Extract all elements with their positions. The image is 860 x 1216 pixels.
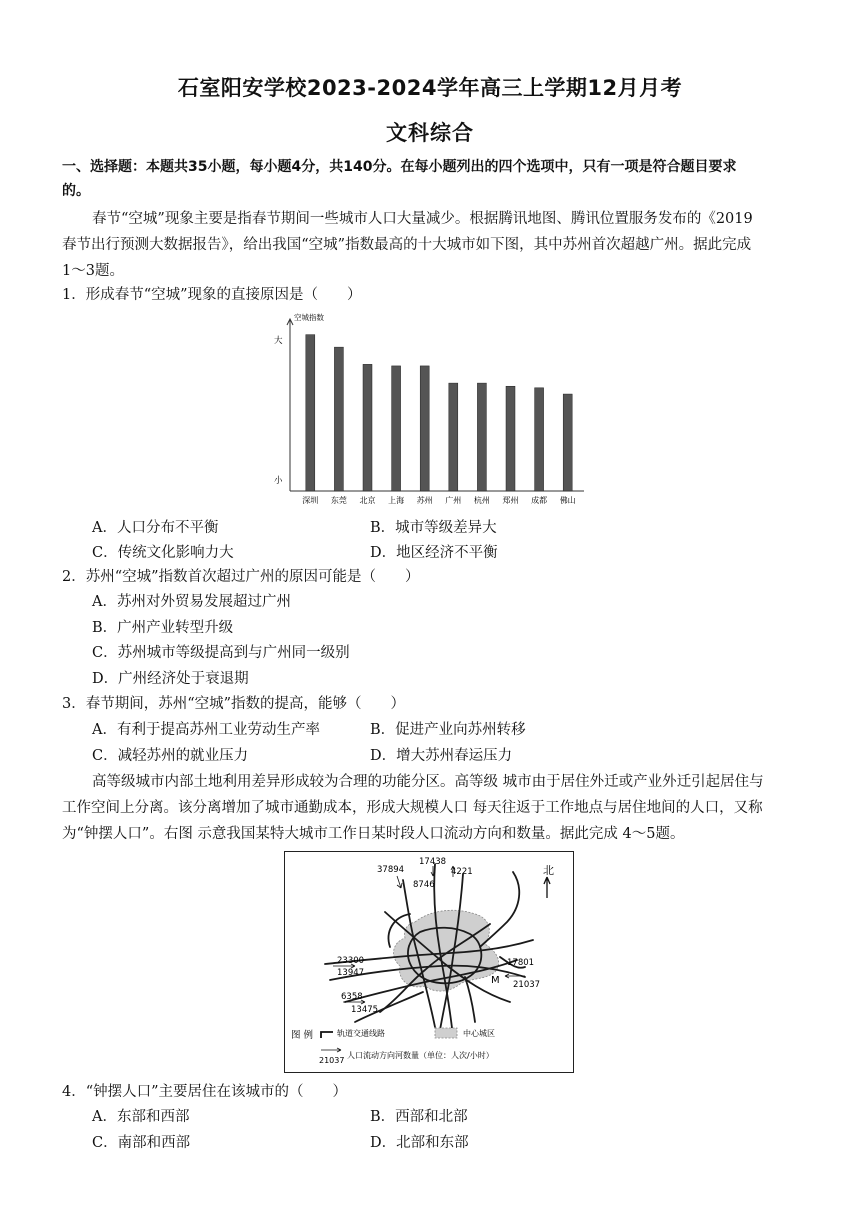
passage2-line3: 为“钟摆人口”。右图 示意我国某特大城市工作日某时段人口流动方向和数量。据此完成 4～5题。: [62, 826, 685, 842]
flow-west-1: 23300: [337, 956, 365, 966]
x-tick-label-7: 杭州: [473, 496, 490, 505]
x-tick-label-1: 深圳: [302, 496, 319, 505]
flow-east-1: 17801: [507, 958, 535, 968]
q2-stem: 2．苏州“空城”指数首次超过广州的原因可能是（ ）: [62, 569, 420, 585]
q1-option-c[interactable]: C．传统文化影响力大: [92, 545, 234, 561]
exam-title: 石室阳安学校2023-2024学年高三上学期12月月考: [177, 76, 683, 100]
q4-option-a[interactable]: A．东部和西部: [92, 1109, 190, 1125]
passage1-line3: 1～3题。: [62, 263, 124, 279]
q2-option-b[interactable]: B．广州产业转型升级: [92, 620, 234, 636]
q4-option-b[interactable]: B．西部和北部: [370, 1109, 468, 1125]
flow-north-4: 4221: [451, 867, 473, 877]
x-tick-label-9: 成都: [531, 496, 548, 505]
q3-option-d[interactable]: D．增大苏州春运压力: [370, 748, 513, 764]
flow-southwest-2: 13475: [351, 1005, 379, 1015]
x-tick-label-4: 上海: [388, 496, 405, 505]
x-tick-label-8: 郑州: [502, 496, 519, 505]
legend-center-icon: [435, 1028, 457, 1038]
legend-flow-sample: 21037: [319, 1056, 345, 1065]
legend-flow-label: 人口流动方向河数量（单位：人次/小时）: [347, 1051, 494, 1060]
north-arrow-icon: [544, 877, 550, 898]
bar-8: [506, 386, 515, 491]
bar-10: [563, 394, 572, 491]
q1-option-a[interactable]: A．人口分布不平衡: [92, 520, 219, 536]
legend-center-label: 中心城区: [463, 1029, 495, 1038]
legend-rail-label: 轨道交通线路: [337, 1029, 385, 1038]
y-axis-label: 空城指数: [294, 313, 324, 322]
x-tick-label-2: 东莞: [330, 496, 347, 505]
bar-2: [334, 347, 343, 491]
exam-subtitle: 文科综合: [386, 121, 474, 145]
flow-arrow-north-1-icon: [397, 876, 402, 888]
q2-option-d[interactable]: D．广州经济处于衰退期: [92, 671, 249, 687]
empty-city-index-chart: [268, 309, 588, 514]
q3-stem: 3．春节期间，苏州“空城”指数的提高，能够（ ）: [62, 696, 406, 712]
north-label: 北: [543, 864, 554, 877]
point-m-label: M: [491, 975, 500, 986]
legend-title: 图 例: [291, 1030, 314, 1041]
bar-3: [363, 364, 372, 491]
q3-option-c[interactable]: C．减轻苏州的就业压力: [92, 748, 249, 764]
y-low-label: 小: [274, 476, 283, 486]
x-tick-label-6: 广州: [445, 496, 462, 505]
x-tick-label-10: 佛山: [559, 496, 576, 505]
section-instruction-line2: 的。: [62, 183, 90, 199]
flow-north-2: 17438: [419, 857, 447, 867]
bar-5: [420, 366, 429, 491]
bar-9: [535, 388, 544, 491]
x-tick-label-5: 苏州: [416, 496, 433, 505]
x-tick-label-3: 北京: [359, 496, 376, 505]
y-high-label: 大: [274, 336, 283, 346]
passage2-line2: 工作空间上分离。该分离增加了城市通勤成本，形成大规模人口 每天往返于工作地点与居住地间的人口，又称: [62, 800, 763, 816]
q1-option-d[interactable]: D．地区经济不平衡: [370, 545, 498, 561]
section-instruction-line1: 一、选择题：本题共35小题，每小题4分，共140分。在每小题列出的四个选项中，只有一项是符合题目要求: [62, 159, 737, 175]
legend-flow-arrow-icon: [321, 1048, 341, 1052]
passage2-line1: 高等级城市内部土地利用差异形成较为合理的功能分区。高等级 城市由于居住外迁或产业外迁引起居住与: [92, 774, 764, 790]
q2-option-c[interactable]: C．苏州城市等级提高到与广州同一级别: [92, 645, 350, 661]
bar-7: [477, 383, 486, 491]
bar-1: [306, 335, 315, 491]
q4-option-c[interactable]: C．南部和西部: [92, 1135, 191, 1151]
q4-option-d[interactable]: D．北部和东部: [370, 1135, 469, 1151]
commuter-flow-map: [284, 851, 574, 1073]
passage1-line2: 春节出行预测大数据报告》，给出我国“空城”指数最高的十大城市如下图，其中苏州首次超越广州。据此完成: [62, 237, 752, 253]
flow-north-1: 37894: [377, 865, 405, 875]
q3-option-b[interactable]: B．促进产业向苏州转移: [370, 722, 526, 738]
q2-option-a[interactable]: A．苏州对外贸易发展超过广州: [92, 594, 291, 610]
legend-rail-icon: [321, 1032, 333, 1038]
q1-stem: 1．形成春节“空城”现象的直接原因是（ ）: [62, 287, 362, 303]
flow-west-2: 13947: [337, 968, 365, 978]
bar-4: [392, 366, 401, 491]
passage1-line1: 春节“空城”现象主要是指春节期间一些城市人口大量减少。根据腾讯地图、腾讯位置服务发布的《2019: [92, 211, 753, 227]
q1-option-b[interactable]: B．城市等级差异大: [370, 520, 497, 536]
q3-option-a[interactable]: A．有利于提高苏州工业劳动生产率: [92, 722, 320, 738]
flow-east-2: 21037: [513, 980, 541, 990]
bar-6: [449, 383, 458, 491]
q4-stem: 4．“钟摆人口”主要居住在该城市的（ ）: [62, 1084, 348, 1100]
flow-southwest-1: 6358: [341, 992, 363, 1002]
flow-north-3: 8746: [413, 880, 435, 890]
